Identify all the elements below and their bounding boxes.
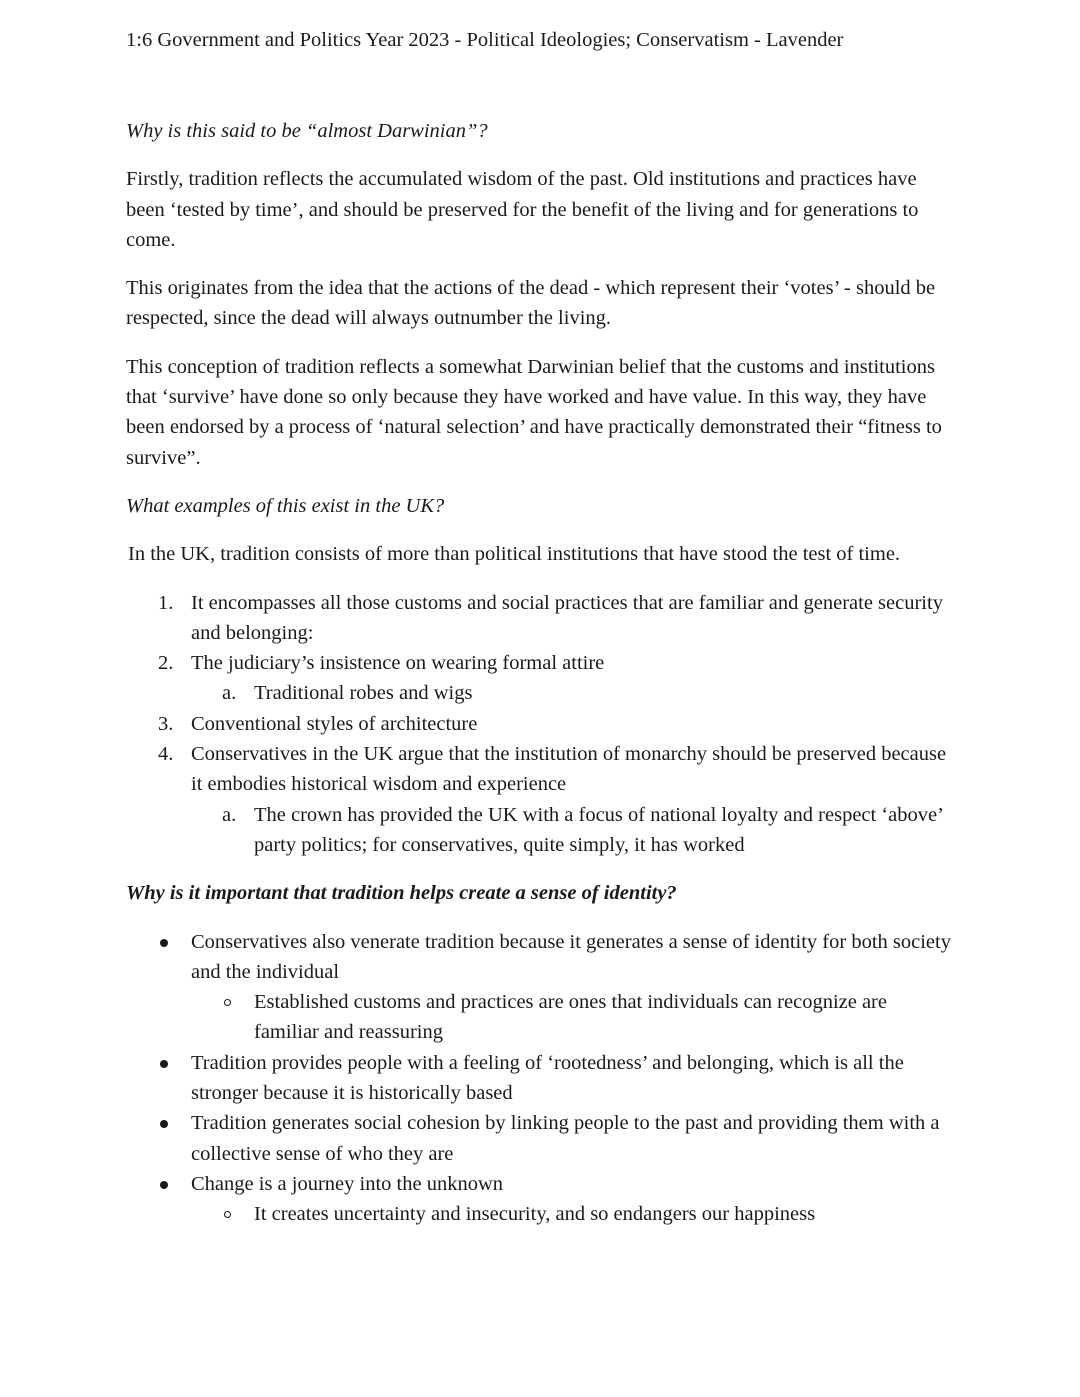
bullet-icon <box>160 1181 168 1189</box>
list-item <box>126 709 956 739</box>
list-item <box>126 1169 956 1199</box>
bullet-list-identity <box>126 927 956 1230</box>
bullet-icon <box>160 1120 168 1128</box>
list-item <box>126 588 956 649</box>
list-item-text: Conventional styles of architecture <box>191 712 478 735</box>
paragraph-accumulated-wisdom: Firstly, tradition reflects the accumulated wisdom of the past. Old institutions and practices have been ‘tested by time’, and should be preserved for the benefit of the living and for generations to come. <box>126 168 919 251</box>
list-marker: a. <box>222 682 237 705</box>
list-subitem <box>126 678 956 708</box>
question-darwinian: Why is this said to be “almost Darwinian”? <box>126 120 488 142</box>
list-item-text: It creates uncertainty and insecurity, and so endangers our happiness <box>254 1203 816 1226</box>
list-subitem <box>126 1199 956 1229</box>
list-marker: 2. <box>158 652 174 675</box>
list-marker: a. <box>222 803 237 826</box>
list-item-text: Established customs and practices are ones that individuals can recognize are familiar and reassuring <box>254 991 887 1044</box>
list-item-text: Traditional robes and wigs <box>254 682 473 705</box>
hollow-bullet-icon <box>224 1211 231 1218</box>
paragraph-darwinian-belief: This conception of tradition reflects a somewhat Darwinian belief that the customs and institutions that ‘survive’ have done so only because they have worked and have value. In this way, they have been endorsed by a process of ‘natural selection’ and have practically demonstrated their “fitness to survive”. <box>126 355 942 469</box>
list-item-text: Conservatives also venerate tradition because it generates a sense of identity for both society and the individual <box>191 930 951 983</box>
list-subitem <box>126 987 956 1048</box>
bullet-icon <box>160 1060 168 1068</box>
list-subitem <box>126 800 956 861</box>
hollow-bullet-icon <box>224 999 231 1006</box>
list-item-text: Tradition provides people with a feeling of ‘rootedness’ and belonging, which is all the stronger because it is historically based <box>191 1051 904 1105</box>
numbered-list-uk-examples <box>126 588 956 861</box>
list-item-text: Conservatives in the UK argue that the institution of monarchy should be preserved because it embodies historical wisdom and experience <box>191 743 947 796</box>
list-marker: 1. <box>158 591 174 614</box>
list-item-text: Change is a journey into the unknown <box>191 1172 504 1195</box>
list-item <box>126 648 956 678</box>
list-item <box>126 739 956 800</box>
list-item-text: The judiciary’s insistence on wearing formal attire <box>191 652 605 675</box>
paragraph-votes-of-dead: This originates from the idea that the actions of the dead - which represent their ‘votes’ - should be respected, since the dead will always outnumber the living. <box>126 277 936 330</box>
document-body <box>126 116 956 1248</box>
list-item <box>126 1108 956 1169</box>
bullet-icon <box>160 939 168 947</box>
list-item <box>126 1048 956 1109</box>
list-marker: 3. <box>158 712 174 735</box>
question-sense-of-identity: Why is it important that tradition helps create a sense of identity? <box>126 882 677 905</box>
list-item-text: The crown has provided the UK with a focus of national loyalty and respect ‘above’ party politics; for conservatives, quite simply, it has worked <box>254 803 943 856</box>
list-item-text: Tradition generates social cohesion by linking people to the past and providing them with a collective sense of who they are <box>191 1112 940 1165</box>
document-header: 1:6 Government and Politics Year 2023 - Political Ideologies; Conservatism - Lavender <box>126 29 844 51</box>
list-item <box>126 927 956 988</box>
paragraph-uk-tradition-intro: In the UK, tradition consists of more than political institutions that have stood the test of time. <box>128 543 901 566</box>
question-uk-examples: What examples of this exist in the UK? <box>126 494 445 517</box>
list-item-text: It encompasses all those customs and social practices that are familiar and generate security and belonging: <box>191 591 943 644</box>
list-marker: 4. <box>158 743 174 766</box>
